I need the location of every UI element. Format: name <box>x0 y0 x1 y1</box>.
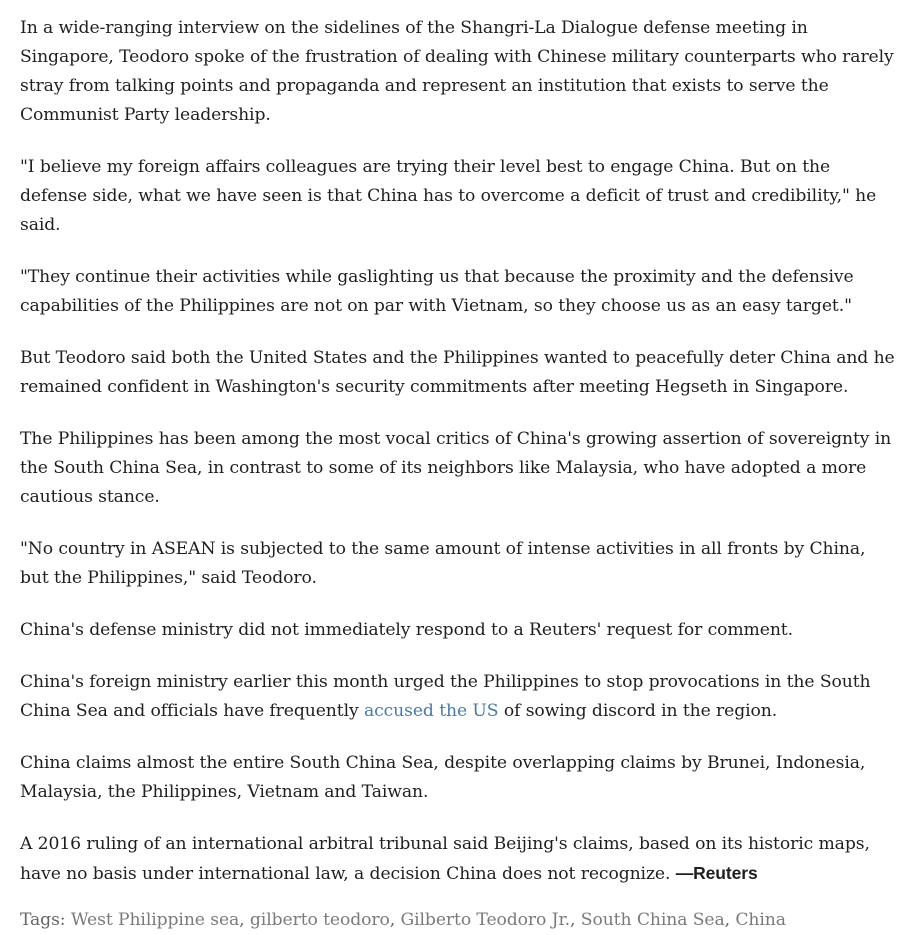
paragraph-9: China claims almost the entire South China Sea, despite overlapping claims by Brunei, Indonesia, Malaysia, the Philippines, Vietnam and Taiwan. <box>20 753 866 802</box>
paragraph-3: "They continue their activities while gaslighting us that because the proximity and the defensive capabilities of the Philippines are not on par with Vietnam, so they choose us as an easy target." <box>20 267 854 316</box>
paragraph-4: But Teodoro said both the United States and the Philippines wanted to peacefully deter China and he remained confident in Washington's security commitments after meeting Hegseth in Singapore. <box>20 348 895 397</box>
paragraph-10 <box>20 830 895 889</box>
paragraph-10-text: A 2016 ruling of an international arbitral tribunal said Beijing's claims, based on its historic maps, have no basis under international law, a decision China does not recognize. <box>20 834 870 884</box>
paragraph-5: The Philippines has been among the most vocal critics of China's growing assertion of sovereignty in the South China Sea, in contrast to some of its neighbors like Malaysia, who have adopted a more cautious stance. <box>20 429 892 507</box>
paragraph-2: "I believe my foreign affairs colleagues are trying their level best to engage China. But on the defense side, what we have seen is that China has to overcome a deficit of trust and credibility," he said. <box>20 157 877 235</box>
tag-china[interactable]: China <box>735 910 786 930</box>
tag-separator: , <box>724 910 736 930</box>
paragraph-6: "No country in ASEAN is subjected to the same amount of intense activities in all fronts by China, but the Philippines," said Teodoro. <box>20 539 866 588</box>
tag-separator: , <box>389 910 401 930</box>
tag-west-philippine-sea[interactable]: West Philippine sea <box>70 910 240 930</box>
tag-separator: , <box>570 910 581 930</box>
tag-south-china-sea[interactable]: South China Sea <box>580 910 725 930</box>
paragraph-8-text-after: of sowing discord in the region. <box>498 701 778 721</box>
tag-gilberto-teodoro-jr[interactable]: Gilberto Teodoro Jr. <box>400 910 571 930</box>
tag-gilberto-teodoro[interactable]: gilberto teodoro <box>249 910 390 930</box>
paragraph-1: In a wide-ranging interview on the sidelines of the Shangri-La Dialogue defense meeting in Singapore, Teodoro spoke of the frustration of dealing with Chinese military counterparts who rarely stray from talking points and propaganda and represent an institution that exists to serve the Communist Party leadership. <box>20 18 894 125</box>
paragraph-8 <box>20 668 895 726</box>
accused-the-us-link[interactable]: accused the US <box>363 701 499 721</box>
tags-label: Tags: <box>20 910 66 930</box>
tags-list <box>20 906 895 935</box>
paragraph-7: China's defense ministry did not immediately respond to a Reuters' request for comment. <box>20 620 793 640</box>
reuters-credit: —Reuters <box>675 863 758 883</box>
paragraph-8-text-before: China's foreign ministry earlier this month urged the Philippines to stop provocations in the South China Sea and officials have frequently <box>20 672 871 721</box>
tag-separator: , <box>239 910 250 930</box>
article-body <box>20 14 895 935</box>
